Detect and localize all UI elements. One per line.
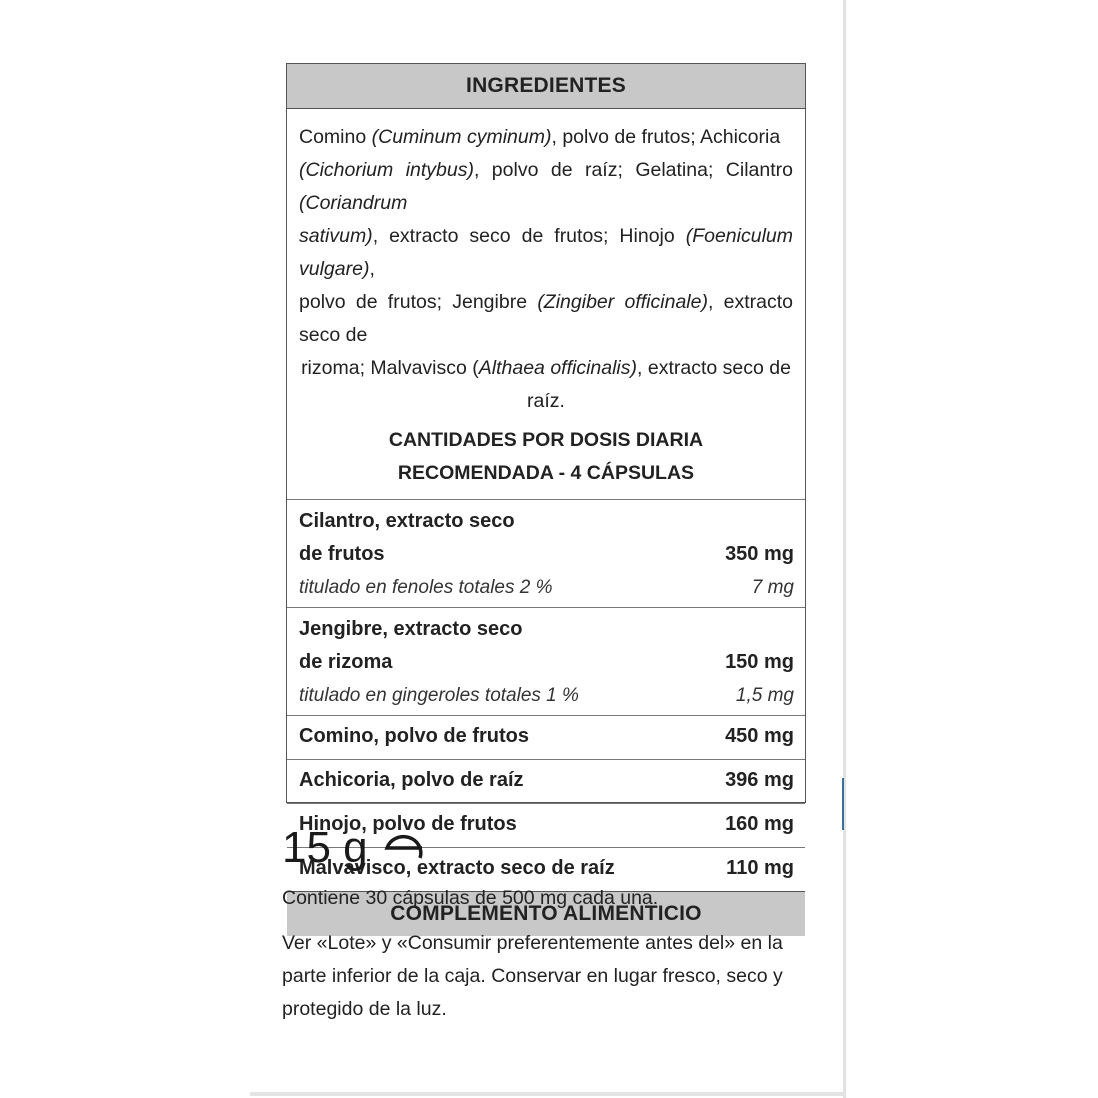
latin-name: (Cichorium intybus) bbox=[299, 159, 474, 181]
capsules-text: Contiene 30 cápsulas de 500 mg cada una. bbox=[282, 887, 659, 909]
latin-name: sativum) bbox=[299, 225, 373, 247]
ingredients-lines bbox=[299, 121, 793, 418]
row-name: Comino, polvo de frutos bbox=[299, 725, 529, 747]
row-name: de frutos bbox=[299, 543, 385, 565]
net-weight-value: 15 g bbox=[282, 823, 368, 872]
ingredients-line bbox=[299, 286, 793, 352]
latin-name: (Coriandrum bbox=[299, 192, 408, 214]
quantities-heading bbox=[287, 422, 805, 499]
quantities-heading-line2: RECOMENDADA - 4 CÁPSULAS bbox=[397, 462, 695, 484]
ingredient-text: Comino bbox=[299, 126, 372, 148]
page-edge-bottom bbox=[250, 1092, 846, 1096]
ingredients-text bbox=[287, 109, 805, 422]
row-name: Hinojo, polvo de frutos bbox=[299, 813, 517, 835]
ingredients-line bbox=[299, 352, 793, 418]
footer-title: COMPLEMENTO ALIMENTICIO bbox=[287, 891, 805, 936]
table-row bbox=[287, 759, 805, 803]
ingredients-line bbox=[299, 220, 793, 286]
row-name: Malvavisco, extracto seco de raíz bbox=[299, 857, 615, 879]
row-sub-amount: 1,5 mg bbox=[735, 685, 794, 706]
storage-text: Ver «Lote» y «Consumir preferentemente antes del» en la parte inferior de la caja. Conservar en lugar fresco, seco y protegido de la luz. bbox=[282, 932, 783, 1020]
quantities-heading-line1: CANTIDADES POR DOSIS DIARIA bbox=[388, 429, 704, 451]
page-edge-accent bbox=[842, 778, 844, 830]
net-weight bbox=[282, 818, 426, 878]
row-amount: 450 mg bbox=[725, 725, 794, 747]
ingredients-line bbox=[299, 154, 793, 220]
ingredients-title: INGREDIENTES bbox=[287, 64, 805, 109]
ingredient-text: polvo de frutos; Jengibre bbox=[299, 291, 538, 313]
row-name: de rizoma bbox=[299, 651, 393, 673]
ingredient-text: , bbox=[369, 258, 375, 280]
latin-name: (Cuminum cyminum) bbox=[371, 126, 552, 148]
row-sub-name: titulado en gingeroles totales 1 % bbox=[299, 685, 579, 706]
page-edge bbox=[843, 0, 846, 1098]
row-amount: 160 mg bbox=[725, 813, 794, 835]
row-amount: 110 mg bbox=[726, 857, 794, 879]
ingredients-line bbox=[299, 121, 793, 154]
latin-name: (Zingiber officinale) bbox=[537, 291, 708, 313]
latin-name: Althaea officinalis) bbox=[478, 357, 638, 379]
row-amount: 350 mg bbox=[725, 543, 794, 565]
table-row bbox=[287, 499, 805, 607]
row-sub-name: titulado en fenoles totales 2 % bbox=[299, 577, 553, 598]
ingredient-text: rizoma; Malvavisco ( bbox=[301, 357, 479, 379]
ingredient-text: , polvo de raíz; Gelatina; Cilantro bbox=[473, 159, 793, 181]
row-sub-amount: 7 mg bbox=[751, 577, 794, 598]
latin-name: (Foeniculum vulgare) bbox=[299, 225, 793, 280]
row-name: Achicoria, polvo de raíz bbox=[299, 769, 524, 791]
product-info bbox=[282, 882, 822, 1026]
row-name: Cilantro, extracto seco bbox=[299, 510, 515, 532]
table-row bbox=[287, 607, 805, 715]
row-amount: 396 mg bbox=[725, 769, 794, 791]
ingredient-text: , extracto seco de raíz. bbox=[527, 357, 791, 412]
estimated-e-icon bbox=[382, 828, 426, 868]
ingredient-text: , polvo de frutos; Achicoria bbox=[551, 126, 781, 148]
row-amount: 150 mg bbox=[725, 651, 794, 673]
table-row bbox=[287, 715, 805, 759]
row-name: Jengibre, extracto seco bbox=[299, 618, 523, 640]
ingredient-text: , extracto seco de frutos; Hinojo bbox=[372, 225, 686, 247]
ingredient-text: , extracto seco de bbox=[299, 291, 794, 346]
